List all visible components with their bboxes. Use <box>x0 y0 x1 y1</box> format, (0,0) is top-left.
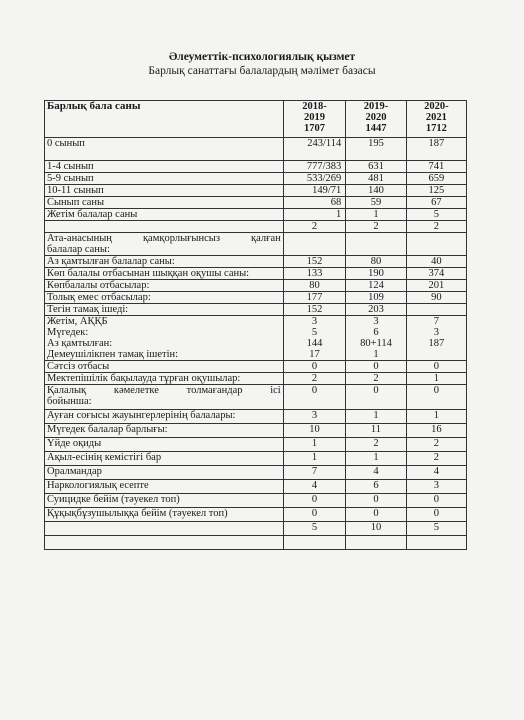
row-label <box>45 233 284 256</box>
row-label: 10-11 сынып <box>45 185 284 197</box>
cell-value: 67 <box>406 197 466 209</box>
row-label: Толық емес отбасылар: <box>45 292 284 304</box>
row-label <box>45 522 284 536</box>
cell-value: 3 <box>406 480 466 494</box>
year-label: 2020- <box>424 101 449 112</box>
total-value: 1707 <box>303 123 325 134</box>
cell-value: 2 <box>406 221 466 233</box>
cell-value: 2 <box>346 373 406 385</box>
total-children-label: Барлық бала саны <box>45 101 284 138</box>
row-label: 5-9 сынып <box>45 173 284 185</box>
year-label: 2018- <box>302 101 327 112</box>
cell-value: 124 <box>346 280 406 292</box>
cell-value: 10 <box>283 424 346 438</box>
row-label-line: Демеушілікпен тамақ ішетін: <box>47 349 179 360</box>
cell-value: 243/114 <box>283 138 346 161</box>
row-label <box>45 316 284 361</box>
cell-value: 4 <box>346 466 406 480</box>
column-header-2020 <box>406 101 466 138</box>
cell-value: 659 <box>406 173 466 185</box>
row-label: Үйде оқиды <box>45 438 284 452</box>
cell-value: 140 <box>346 185 406 197</box>
row-label: 1-4 сынып <box>45 161 284 173</box>
row-label-line: Ата-анасының қамқорлығынсыз қалған <box>47 233 281 244</box>
year-label: 2019- <box>363 101 389 112</box>
row-label: Тегін тамақ ішеді: <box>45 304 284 316</box>
cell-value <box>346 233 406 256</box>
cell-value: 149/71 <box>283 185 346 197</box>
cell-value <box>346 316 406 361</box>
row-label: Мүгедек балалар барлығы: <box>45 424 284 438</box>
table-row <box>45 494 467 508</box>
cell-value: 374 <box>406 268 466 280</box>
cell-line: 7 <box>433 316 439 327</box>
row-label: Сынып саны <box>45 197 284 209</box>
cell-value: 152 <box>283 304 346 316</box>
row-label: Сәтсіз отбасы <box>45 361 284 373</box>
row-label: Көпбалалы отбасылар: <box>45 280 284 292</box>
cell-value: 3 <box>283 410 346 424</box>
cell-value: 1 <box>406 410 466 424</box>
year-label: 2019 <box>303 112 325 123</box>
cell-value: 777/383 <box>283 161 346 173</box>
cell-value: 0 <box>283 361 346 373</box>
cell-value: 5 <box>283 522 346 536</box>
cell-value: 2 <box>346 438 406 452</box>
table-row <box>45 304 467 316</box>
row-label-line: балалар саны: <box>47 244 110 255</box>
cell-value: 741 <box>406 161 466 173</box>
cell-value: 0 <box>283 385 346 410</box>
table-row <box>45 221 467 233</box>
row-label: Ауған соғысы жауынгерлерінің балалары: <box>45 410 284 424</box>
cell-value: 2 <box>283 373 346 385</box>
table-row <box>45 280 467 292</box>
cell-value: 481 <box>346 173 406 185</box>
table-row <box>45 438 467 452</box>
year-label: 2020 <box>365 112 387 123</box>
table-row <box>45 197 467 209</box>
cell-value: 1 <box>346 410 406 424</box>
cell-value: 203 <box>346 304 406 316</box>
cell-value: 1 <box>283 452 346 466</box>
cell-line: 80+114 <box>360 338 392 349</box>
table-row <box>45 268 467 280</box>
cell-value: 0 <box>283 508 346 522</box>
cell-value: 133 <box>283 268 346 280</box>
cell-value <box>406 536 466 550</box>
cell-value: 4 <box>406 466 466 480</box>
cell-value: 125 <box>406 185 466 197</box>
total-value: 1447 <box>365 123 387 134</box>
cell-line: 6 <box>373 327 379 338</box>
cell-value: 68 <box>283 197 346 209</box>
cell-line: 3 <box>311 316 318 327</box>
cell-value: 1 <box>283 438 346 452</box>
cell-value: 80 <box>346 256 406 268</box>
table-row <box>45 161 467 173</box>
row-label <box>45 536 284 550</box>
table-row <box>45 256 467 268</box>
cell-value: 0 <box>346 494 406 508</box>
cell-value: 195 <box>346 138 406 161</box>
cell-value <box>283 233 346 256</box>
row-label-line: Мүгедек: <box>47 327 89 338</box>
cell-value: 2 <box>406 438 466 452</box>
column-header-2018 <box>283 101 346 138</box>
cell-value: 0 <box>406 508 466 522</box>
cell-value: 2 <box>406 452 466 466</box>
cell-value: 0 <box>406 494 466 508</box>
table-row <box>45 508 467 522</box>
cell-value: 2 <box>346 221 406 233</box>
row-label: Жетім балалар саны <box>45 209 284 221</box>
row-label-line: Жетім, АҚҚБ <box>47 316 108 327</box>
row-label: Аз қамтылған балалар саны: <box>45 256 284 268</box>
row-label: Көп балалы отбасынан шыққан оқушы саны: <box>45 268 284 280</box>
cell-value: 16 <box>406 424 466 438</box>
cell-value: 4 <box>283 480 346 494</box>
cell-value <box>406 304 466 316</box>
cell-value: 0 <box>283 494 346 508</box>
row-label <box>45 221 284 233</box>
cell-value <box>283 536 346 550</box>
cell-value: 0 <box>406 385 466 410</box>
table-row <box>45 424 467 438</box>
cell-value: 533/269 <box>283 173 346 185</box>
cell-value <box>283 316 346 361</box>
cell-value: 6 <box>346 480 406 494</box>
row-label-line: бойынша: <box>47 396 92 407</box>
cell-value <box>346 536 406 550</box>
cell-line: 5 <box>311 327 318 338</box>
cell-value: 0 <box>346 385 406 410</box>
cell-value <box>406 233 466 256</box>
cell-value: 7 <box>283 466 346 480</box>
row-label-line: Аз қамтылған: <box>47 338 113 349</box>
table-row <box>45 536 467 550</box>
table-row <box>45 522 467 536</box>
cell-value: 59 <box>346 197 406 209</box>
cell-value: 631 <box>346 161 406 173</box>
column-header-2019 <box>346 101 406 138</box>
row-label: Ақыл-есінің кемістігі бар <box>45 452 284 466</box>
cell-value: 1 <box>406 373 466 385</box>
total-value: 1712 <box>425 123 447 134</box>
table-row <box>45 410 467 424</box>
cell-value: 1 <box>283 209 346 221</box>
row-label <box>45 385 284 410</box>
cell-line: 3 <box>373 316 379 327</box>
cell-value: 11 <box>346 424 406 438</box>
document-subtitle: Барлық санаттағы балалардың мәлімет базасы <box>148 65 376 77</box>
cell-value: 2 <box>283 221 346 233</box>
cell-line: 1 <box>373 349 379 360</box>
cell-value: 10 <box>346 522 406 536</box>
table-row <box>45 185 467 197</box>
cell-value: 1 <box>346 452 406 466</box>
cell-value: 40 <box>406 256 466 268</box>
cell-value: 1 <box>346 209 406 221</box>
table-row <box>45 233 467 256</box>
row-label: Наркологиялық есепте <box>45 480 284 494</box>
table-row <box>45 480 467 494</box>
cell-value: 177 <box>283 292 346 304</box>
row-label: Құқықбұзушылыққа бейім (тәуекел топ) <box>45 508 284 522</box>
row-label: 0 сынып <box>45 138 284 161</box>
cell-value <box>406 316 466 361</box>
row-label: Мектепішілік бақылауда тұрған оқушылар: <box>45 373 284 385</box>
table-row <box>45 466 467 480</box>
year-label: 2021 <box>425 112 447 123</box>
table-row <box>45 452 467 466</box>
table-header-row <box>45 101 467 138</box>
table-row <box>45 385 467 410</box>
cell-line: 3 <box>433 327 439 338</box>
row-label: Суицидке бейім (тәуекел топ) <box>45 494 284 508</box>
cell-value: 0 <box>346 361 406 373</box>
table-row <box>45 292 467 304</box>
table-row <box>45 316 467 361</box>
cell-value: 5 <box>406 209 466 221</box>
cell-line: 144 <box>306 338 323 349</box>
table-row <box>45 138 467 161</box>
cell-value: 80 <box>283 280 346 292</box>
cell-value: 190 <box>346 268 406 280</box>
cell-value: 109 <box>346 292 406 304</box>
cell-line: 187 <box>428 338 445 349</box>
row-label-line: Қалалық кәмелетке толмағандар ісі <box>47 385 281 396</box>
cell-value: 5 <box>406 522 466 536</box>
document-title: Әлеуметтік-психологиялық қызмет <box>168 51 356 63</box>
cell-line: 17 <box>309 349 320 360</box>
cell-value: 187 <box>406 138 466 161</box>
cell-value: 0 <box>406 361 466 373</box>
table-row <box>45 361 467 373</box>
cell-value: 152 <box>283 256 346 268</box>
table-row <box>45 173 467 185</box>
row-label: Оралмандар <box>45 466 284 480</box>
table-row <box>45 373 467 385</box>
cell-value: 90 <box>406 292 466 304</box>
statistics-table <box>44 100 467 550</box>
cell-value: 0 <box>346 508 406 522</box>
cell-value: 201 <box>406 280 466 292</box>
table-row <box>45 209 467 221</box>
